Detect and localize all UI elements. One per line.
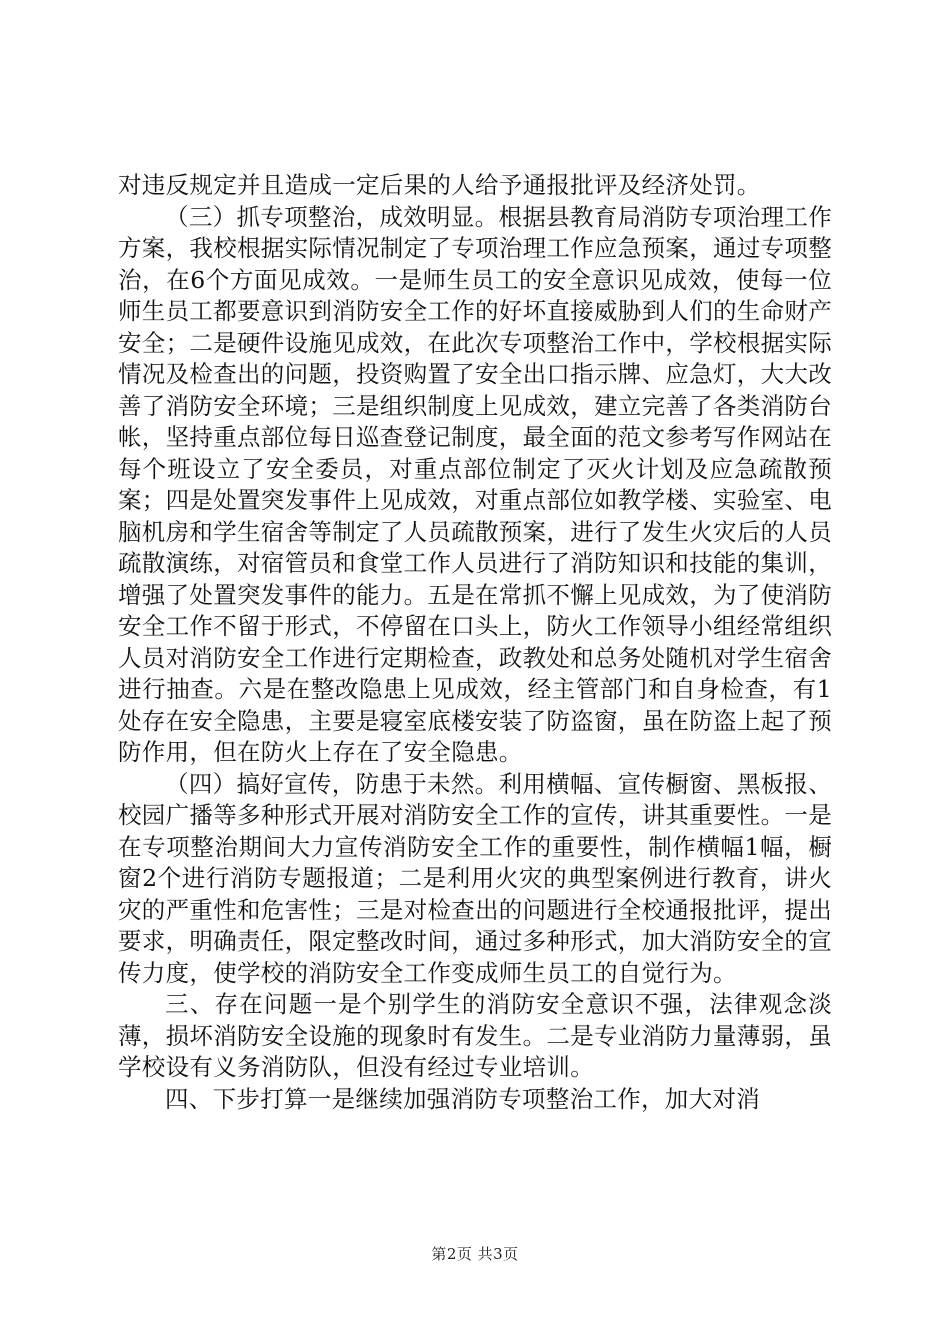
paragraph-continuation: 对违反规定并且造成一定后果的人给予通报批评及经济处罚。 [118, 171, 761, 199]
paragraph-next-steps: 四、下步打算一是继续加强消防专项整治工作，加大对消 [165, 1084, 760, 1113]
document-body [118, 170, 832, 1115]
paragraph-existing-problems: 三、存在问题一是个别学生的消防安全意识不强，法律观念淡薄，损坏消防安全设施的现象时有发生。二是专业消防力量薄弱，虽学校设有义务消防队，但没有经过专业培训。 [118, 990, 832, 1081]
page-footer: 第2页 共3页 [431, 1245, 519, 1263]
paragraph-section-3: （三）抓专项整治，成效明显。根据县教育局消防专项治理工作方案，我校根据实际情况制定了专项治理工作应急预案，通过专项整治，在6个方面见成效。一是师生员工的安全意识见成效，使每一位师生员工都要意识到消防安全工作的好坏直接威胁到人们的生命财产安全；二是硬件设施见成效，在此次专项整治工作中，学校根据实际情况及检查出的问题，投资购置了安全出口指示牌、应急灯，大大改善了消防安全环境；三是组织制度上见成效，建立完善了各类消防台帐，坚持重点部位每日巡查登记制度，最全面的范文参考写作网站在每个班设立了安全委员，对重点部位制定了灭火计划及应急疏散预案；四是处置突发事件上见成效，对重点部位如教学楼、实验室、电脑机房和学生宿舍等制定了人员疏散预案，进行了发生火灾后的人员疏散演练，对宿管员和食堂工作人员进行了消防知识和技能的集训，增强了处置突发事件的能力。五是在常抓不懈上见成效，为了使消防安全工作不留于形式，不停留在口头上，防火工作领导小组经常组织人员对消防安全工作进行定期检查，政教处和总务处随机对学生宿舍进行抽查。六是在整改隐患上见成效，经主管部门和自身检查，有1处存在安全隐患，主要是寝室底楼安装了防盗窗，虽在防盗上起了预防作用，但在防火上存在了安全隐患。 [118, 202, 832, 766]
paragraph-section-4: （四）搞好宣传，防患于未然。利用横幅、宣传橱窗、黑板报、校园广播等多种形式开展对消防安全工作的宣传，讲其重要性。一是在专项整治期间大力宣传消防安全工作的重要性，制作横幅1幅，橱窗2个进行消防专题报道；二是利用火灾的典型案例进行教育，讲火灾的严重性和危害性；三是对检查出的问题进行全校通报批评，提出要求，明确责任，限定整改时间，通过多种形式，加大消防安全的宣传力度，使学校的消防安全工作变成师生员工的自觉行为。 [118, 769, 832, 987]
